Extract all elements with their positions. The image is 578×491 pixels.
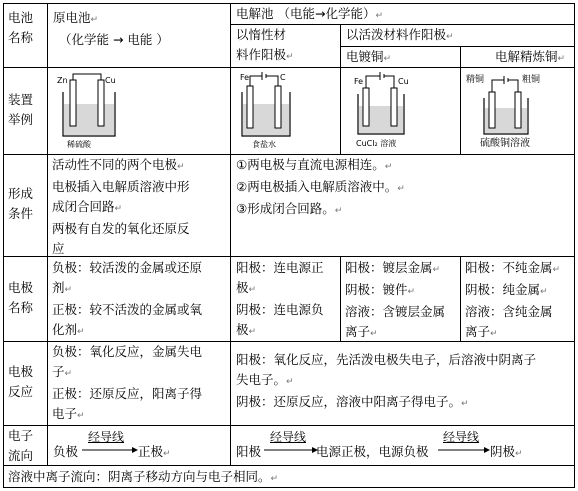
text-line: 极↵ [236,322,257,337]
svg-text:粗铜: 粗铜 [522,75,541,85]
arrow-right-icon [262,444,320,456]
text-line: 电子↵ [52,406,85,421]
flow-electrolysis-to: 阴极↵ [490,444,523,459]
svg-text:食盐水: 食盐水 [252,140,276,149]
row-label-line: 反应 [8,384,34,399]
text-line: 化剂↵ [52,322,85,337]
electroplating-cell-diagram [352,70,432,150]
row-label-reaction [8,362,33,402]
row-label-line: 装置 [8,92,34,107]
text-line: 溶液：含镀层金属 [345,304,446,319]
text-line: 离子↵ [345,324,378,339]
svg-text:Cu: Cu [105,76,116,85]
svg-text:精铜: 精铜 [466,75,485,85]
svg-text:C: C [280,73,286,82]
flow-electrolysis-middle: 电源正极，电源负极 [316,444,429,459]
formation-primary-text [52,155,190,259]
text-line: 阳极：不纯金属↵ [465,260,561,275]
row-label-line: 电子 [8,428,34,443]
flow-primary-wire-label: 经导线 [88,430,125,444]
row-label-device [8,90,33,130]
row-label-line: 形成 [8,186,34,201]
svg-text:Fe: Fe [354,77,364,86]
text-line: 阴极：还原反应，溶液中阳离子得电子。↵ [236,394,469,409]
naming-inert-text [236,258,324,342]
naming-primary-text [52,258,202,342]
text-line: ①两电极与直流电源相连。↵ [236,157,393,172]
text-line: 负极：氧化反应，金属失电 [52,344,203,359]
row-label-line: 流向 [8,448,34,463]
text-line: 正极：还原反应，阳离子得 [52,386,203,401]
flow-primary-to: 正极↵ [138,444,171,459]
text-line: 两极有自发的氧化还原反 [52,221,190,236]
footer-ion-flow: 溶液中离子流向：阴离子移动方向与电子相同。↵ [8,469,279,484]
header-inert-anode [236,25,294,67]
text-line: 阴极：镀件↵ [345,282,416,297]
naming-refining-text [465,258,560,344]
text-line: 应 [52,241,65,256]
text-line: 离子↵ [465,324,498,339]
flow-electrolysis-wire-label-2: 经导线 [443,430,480,444]
flow-electrolysis-wire-label-1: 经导线 [270,430,307,444]
row-label-naming [8,278,33,318]
text-line: 极↵ [236,280,257,295]
svg-text:Cu: Cu [398,77,409,86]
text-line: 活动性不同的两个电极↵ [52,157,185,172]
arrow-right-icon [436,444,492,456]
text-line: 阴极：连电源负 [236,302,324,317]
arrow-right-icon [80,444,140,456]
header-battery-line: 名称 [8,30,34,45]
text-line: ②两电极插入电解质溶液中。↵ [236,179,405,194]
text-line: 正极：较不活泼的金属或氧 [52,302,203,317]
header-electrolysis: 电解池 （电能→化学能）↵ [236,6,383,21]
text-line: ③形成闭合回路。↵ [236,201,343,216]
text-line: 剂↵ [52,280,73,295]
galvanic-cell-diagram [55,70,135,150]
reaction-primary-text [52,342,202,426]
flow-primary-from: 负极 [53,444,79,459]
text-line: 阳极：连电源正 [236,260,324,275]
reaction-electrolysis-text [236,350,536,414]
header-battery-name [8,8,33,48]
header-active-anode: 以活泼材料作阳极↵ [346,27,454,42]
svg-text:稀硫酸: 稀硫酸 [67,140,91,149]
header-primary-title: 原电池↵ [53,10,99,25]
naming-plating-text [345,258,445,344]
svg-text:硫酸铜溶液: 硫酸铜溶液 [480,138,530,149]
row-label-formation [8,184,33,224]
row-label-line: 举例 [8,112,34,127]
electrolytic-cell-inert-diagram [238,70,318,150]
row-label-line: 条件 [8,206,34,221]
text-line: 阴极：纯金属↵ [465,282,548,297]
svg-text:Fe: Fe [240,73,250,82]
header-inert-line: 料作阳极↵ [236,47,294,62]
row-label-line: 电极 [8,280,34,295]
header-primary-energy: （化学能 → 电能 ） [59,32,169,47]
row-label-flow [8,426,33,466]
text-line: 负极：较活泼的金属或还原 [52,260,203,275]
refining-cell-diagram [462,70,572,150]
header-primary-cell [53,8,169,50]
text-line: 阳极：氧化反应，先活泼电极失电子，后溶液中阴离子 [236,352,537,367]
header-refining: 电解精炼铜↵ [495,49,566,64]
svg-text:Zn: Zn [57,76,68,85]
text-line: 电极插入电解质溶液中形 [52,179,190,194]
header-inert-line: 以惰性材 [236,27,287,42]
text-line: 子↵ [52,364,73,379]
header-battery-line: 电池 [8,10,34,25]
svg-text:CuCl₂ 溶液: CuCl₂ 溶液 [356,139,397,148]
text-line: 失电子。↵ [236,372,294,387]
text-line: 溶液：含纯金属 [465,304,553,319]
header-electroplating: 电镀铜↵ [346,49,392,64]
row-label-line: 电极 [8,364,34,379]
text-line: 成闭合回路↵ [52,199,123,214]
row-label-line: 名称 [8,300,34,315]
text-line: 阳极：镀层金属↵ [345,260,441,275]
formation-electrolysis-text [236,155,405,221]
flow-electrolysis-from: 阳极 [236,444,262,459]
